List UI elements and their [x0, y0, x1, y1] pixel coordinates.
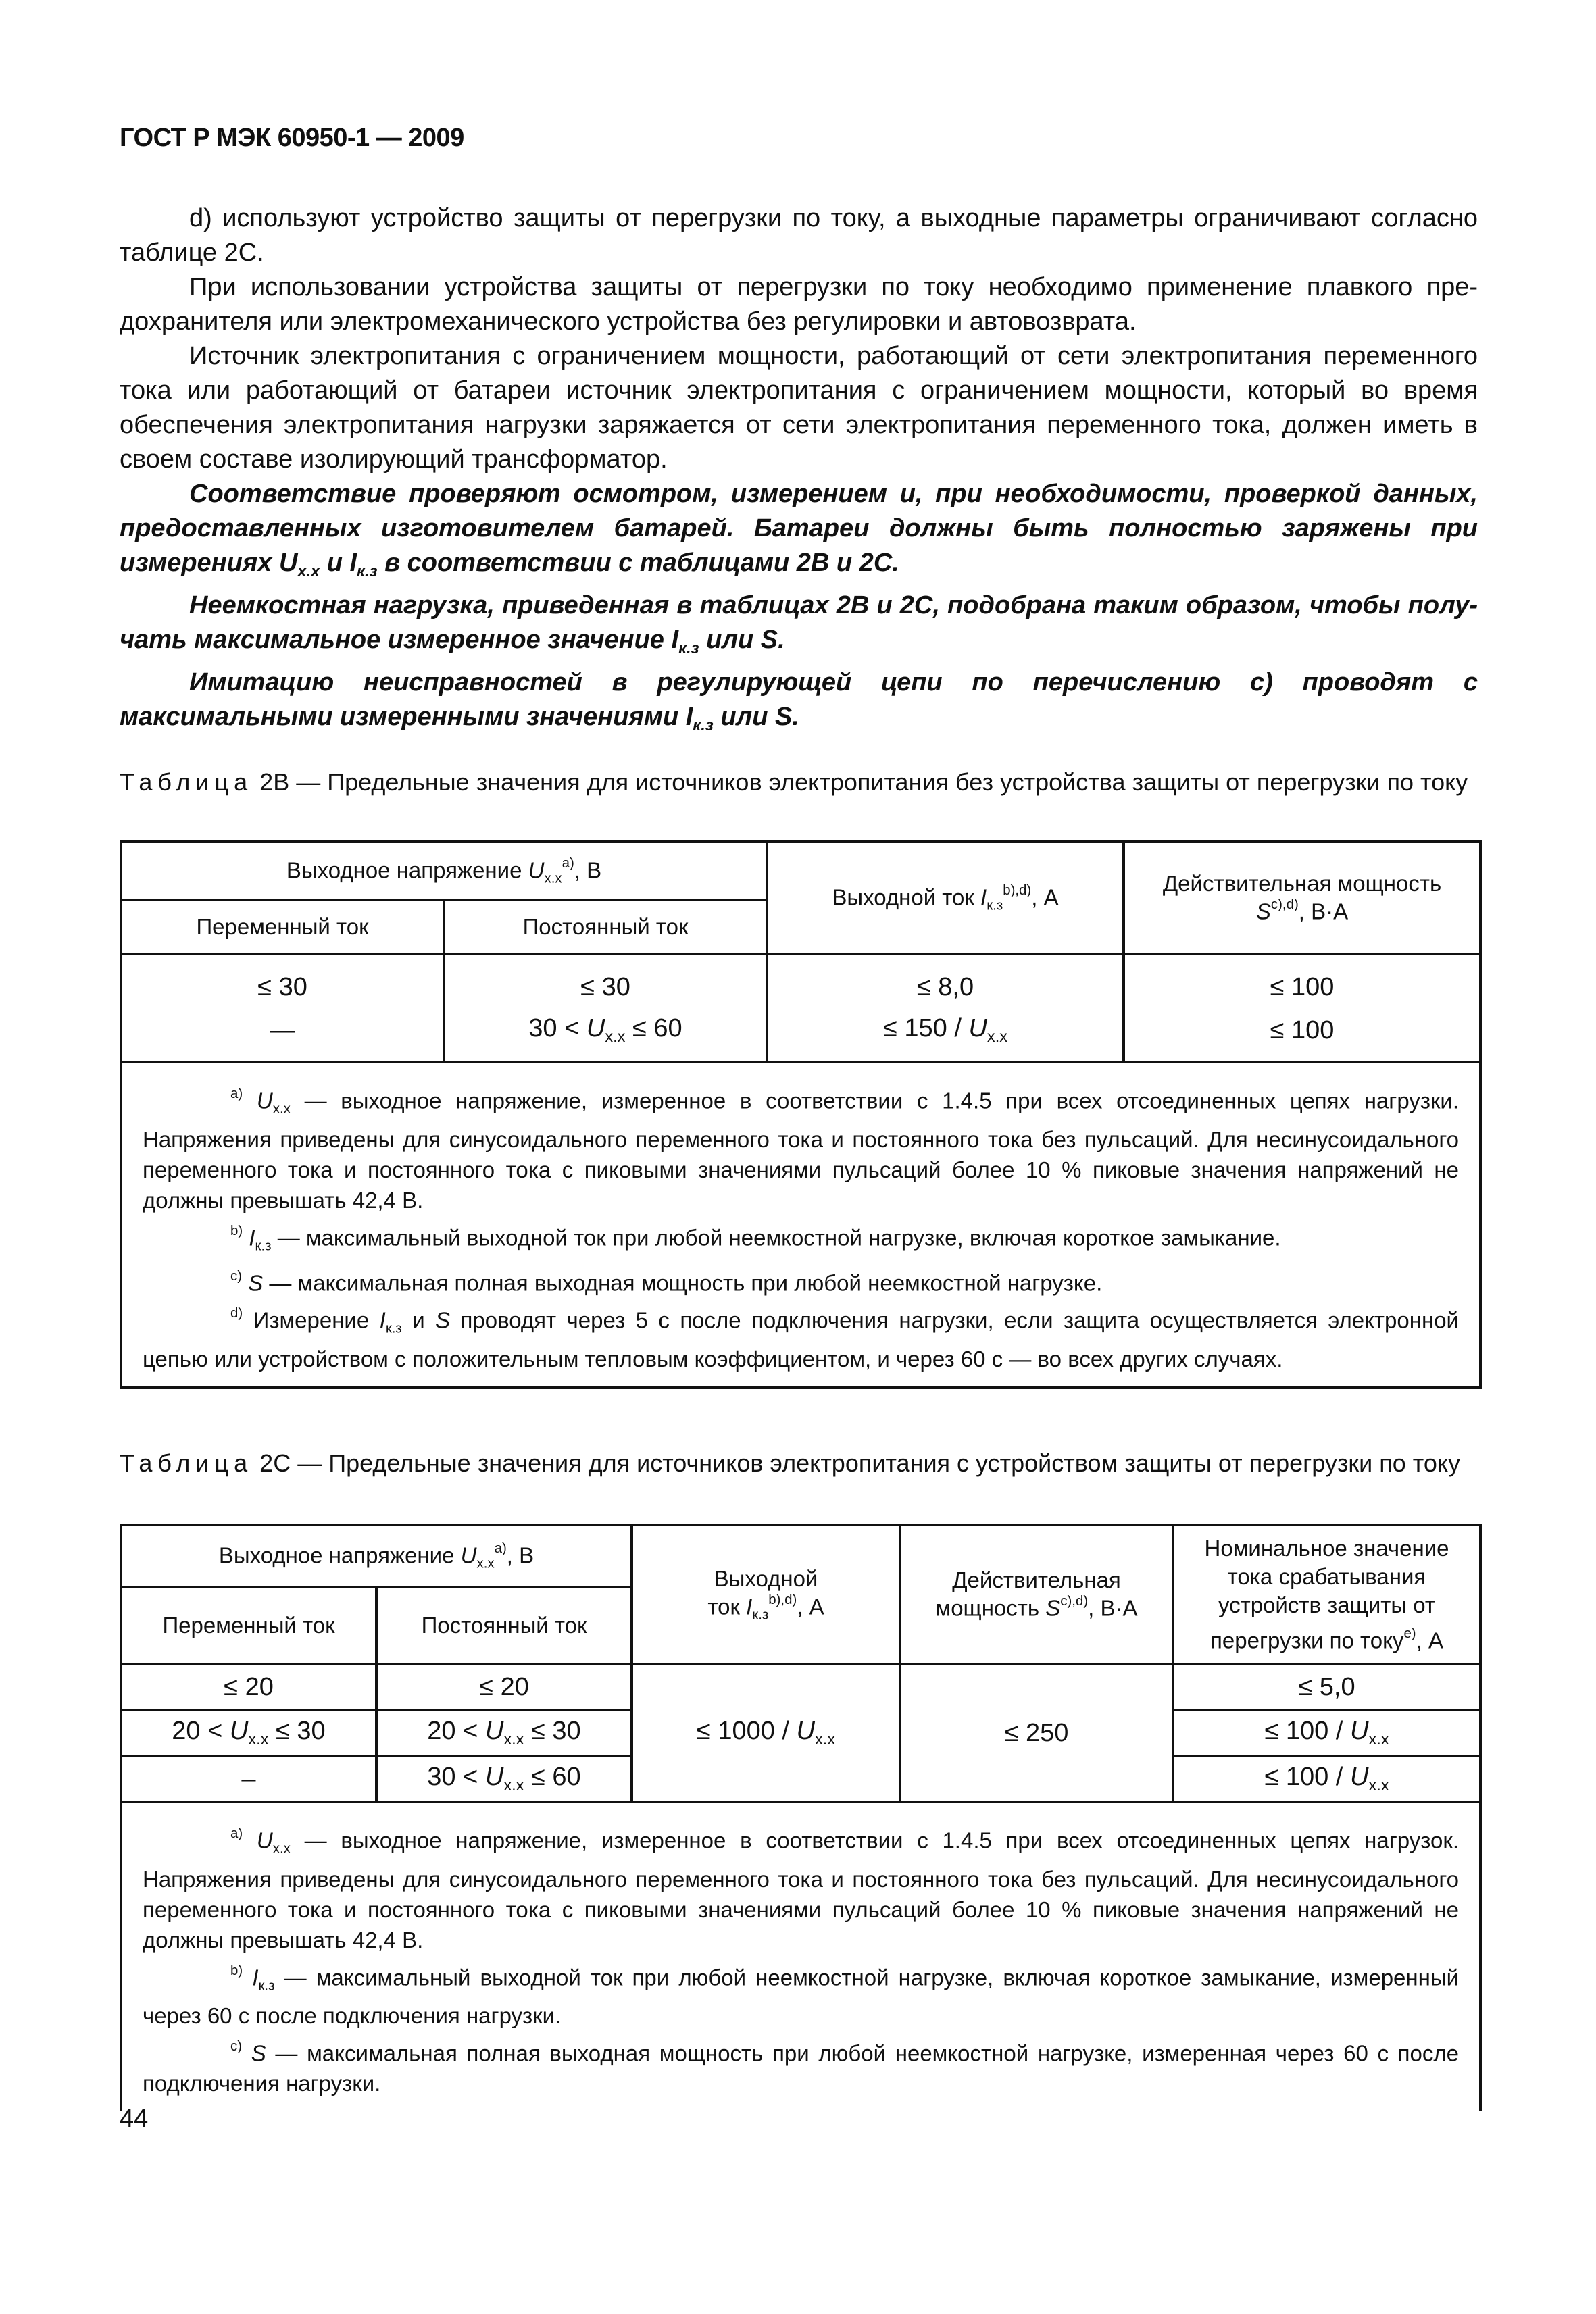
- note-a: $^{a)}$ $U_{х.х}$ — выходное напряжение, измеренное в соответствии с 1.4.5 при всех отсоединенных цепях нагрузки. Напряжения приведены для синусоидального переменного тока и постоянного тока без пульсаций. Для несинусоидального переменного тока и постоянного тока с пиковыми значениями пульсаций более 10 % пиковые значения напряжений не должны превышать 42,4 В.: [143, 1086, 1459, 1213]
- cell-ac: ≤ 20: [121, 1664, 376, 1710]
- cell-ac: –: [121, 1756, 376, 1802]
- cell-dc: ≤ 20: [376, 1664, 632, 1710]
- paragraph-transformer: Источник электропитания с ограничением мощности, работающий от сети электропитания переменного тока или работающий от батареи источник электропитания с ограничением мощности, который во время обеспечения электропитания нагрузки заряжается от сети электропитания переменного тока, должен иметь в своем составе изолирующий трансформатор.: [120, 342, 1478, 474]
- header-output-voltage: Выходное напряжение $U_{х.х}^{a)}$, В: [121, 1525, 632, 1587]
- header-output-voltage: Выходное напряжение $U_{х.х}^{a)}$, В: [121, 842, 767, 900]
- cell-current: ≤ 8,0: [767, 954, 1124, 1009]
- header-real-power: Действительная мощность $S^{c),d)}$, В·А: [1124, 842, 1480, 954]
- note-c: $^{c)}$ S — максимальная полная выходная мощность при любой неемкостной нагрузке, измеренная через 60 с после подключения нагрузки.: [143, 2038, 1459, 2096]
- cell-ac: —: [121, 1009, 444, 1062]
- document-header: ГОСТ Р МЭК 60950-1 — 2009: [120, 124, 464, 152]
- table-row: [121, 954, 1480, 1009]
- cell-current: ≤ $150 / U_{х.х}$: [767, 1009, 1124, 1062]
- header-real-power: Действительная мощность $S^{c),d)}$, В·А: [900, 1525, 1173, 1664]
- header-output-current: Выходной ток $I_{к.з}^{b),d)}$, А: [767, 842, 1124, 954]
- body-text: [120, 201, 1478, 743]
- paragraph-load: Неемкостная нагрузка, приведенная в таблицах 2В и 2С, подобрана таким образом, чтобы получать максимальное измеренное значение $I_{к.з}$ или S.: [120, 591, 1478, 657]
- header-nominal-current: Номинальное значение тока срабатывания устройств защиты от перегрузки по току$^{e)}$, А: [1173, 1525, 1480, 1664]
- table-notes: [121, 1062, 1480, 1388]
- header-dc: Постоянный ток: [376, 1587, 632, 1664]
- cell-ac: ≤ 30: [121, 954, 444, 1009]
- cell-power: ≤ 250: [900, 1664, 1173, 1802]
- note-a: $^{a)}$ $U_{х.х}$ — выходное напряжение, измеренное в соответствии с 1.4.5 при всех отсоединенных цепях нагрузок. Напряжения приведены для синусоидального переменного тока и постоянного тока без пульсаций. Для несинусоидального переменного тока и постоянного тока с пиковыми значениями пульсаций более 10 % пиковые значения напряжений не должны превышать 42,4 В.: [143, 1826, 1459, 1953]
- cell-nominal: ≤ $100 / U_{х.х}$: [1173, 1756, 1480, 1802]
- table-row: [121, 1664, 1480, 1710]
- paragraph-compliance: Соответствие проверяют осмотром, измерением и, при необходимости, проверкой данных, предоставленных изготовителем батарей. Батареи должны быть полностью заряжены при измерениях $U_{х.х}$ и $I_{к.з}$ в соответствии с таблицами 2В и 2С.: [120, 480, 1478, 580]
- header-ac: Переменный ток: [121, 1587, 376, 1664]
- page-number: 44: [120, 2105, 149, 2133]
- note-b: $^{b)}$ $I_{к.з}$ — максимальный выходной ток при любой неемкостной нагрузке, включая короткое замыкание.: [230, 1222, 1281, 1253]
- cell-dc: ≤ 30: [444, 954, 767, 1009]
- note-d: $^{d)}$ Измерение $I_{к.з}$ и S проводят через 5 с после подключения нагрузки, если защита осуществляется электронной цепью или устройством с положительным тепловым коэффициентом, и через 60 с — во всех других случаях.: [143, 1305, 1459, 1372]
- header-dc: Постоянный ток: [444, 900, 767, 954]
- table-row: [121, 1009, 1480, 1062]
- paragraph-d: d) используют устройство защиты от перегрузки по току, а выходные параметры ограничивают согласно таблице 2С.: [120, 204, 1478, 267]
- cell-dc: $20 < U_{х.х} \le 30$: [376, 1710, 632, 1756]
- paragraph-fuse: При использовании устройства защиты от перегрузки по току необходимо применение плавкого предохранителя или электромеханического устройства без регулировки и автовозврата.: [120, 273, 1478, 336]
- cell-dc: $30 < U_{х.х} \le 60$: [376, 1756, 632, 1802]
- header-output-current: Выходной ток $I_{к.з}^{b),d)}$, А: [632, 1525, 900, 1664]
- cell-nominal: ≤ $100 / U_{х.х}$: [1173, 1710, 1480, 1756]
- cell-power: ≤ 100: [1124, 1009, 1480, 1062]
- header-ac: Переменный ток: [121, 900, 444, 954]
- paragraph-fault: Имитацию неисправностей в регулирующей цепи по перечислению с) проводят с максимальными измеренными значениями $I_{к.з}$ или S.: [120, 668, 1478, 734]
- cell-power: ≤ 100: [1124, 954, 1480, 1009]
- table-2b: [120, 840, 1482, 1389]
- cell-dc: $30 < U_{х.х} \le 60$: [444, 1009, 767, 1062]
- table-2c-caption: Таблица 2С — Предельные значения для источников электропитания с устройством защиты от перегрузки по току: [120, 1449, 1461, 1477]
- table-notes: [121, 1802, 1480, 2111]
- table-2c: [120, 1524, 1482, 2111]
- table-2b-caption: Таблица 2В — Предельные значения для источников электропитания без устройства защиты от перегрузки по току: [120, 768, 1468, 796]
- note-c: $^{c)}$ S — максимальная полная выходная мощность при любой неемкостной нагрузке.: [230, 1268, 1103, 1296]
- cell-ac: $20 < U_{х.х} \le 30$: [121, 1710, 376, 1756]
- note-b: $^{b)}$ $I_{к.з}$ — максимальный выходной ток при любой неемкостной нагрузке, включая короткое замыкание, измеренный через 60 с после подключения нагрузки.: [143, 1962, 1459, 2028]
- cell-nominal: ≤ 5,0: [1173, 1664, 1480, 1710]
- cell-current: ≤ $1000 / U_{х.х}$: [632, 1664, 900, 1802]
